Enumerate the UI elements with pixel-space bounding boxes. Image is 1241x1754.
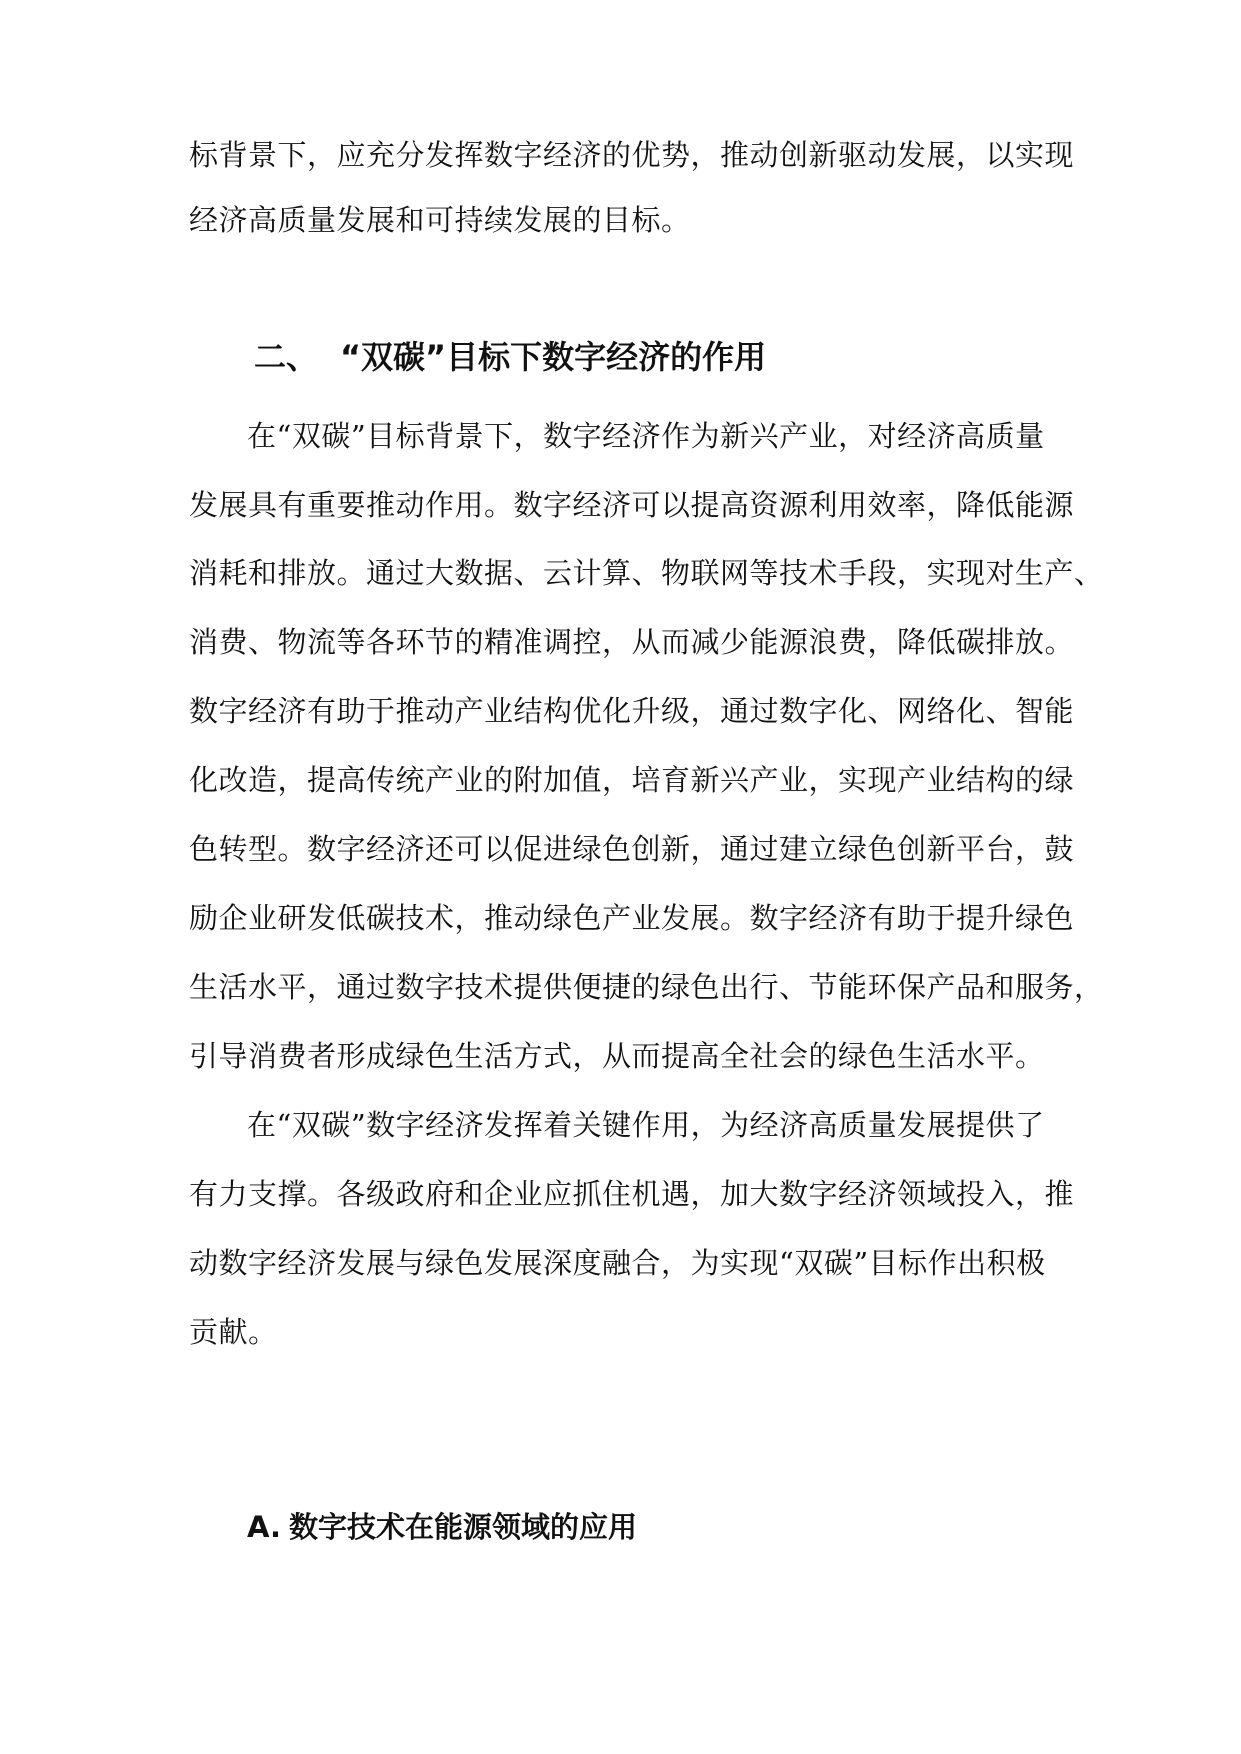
section-title: “双碳”目标下数字经济的作用 bbox=[340, 338, 767, 376]
text-line: 贡献。 bbox=[189, 1315, 278, 1349]
subsection-heading bbox=[247, 1505, 637, 1549]
text-line: 消耗和排放。通过大数据、云计算、物联网等技术手段，实现对生产、 bbox=[189, 556, 1104, 590]
text-line: 经济高质量发展和可持续发展的目标。 bbox=[189, 203, 691, 237]
text-line: 引导消费者形成绿色生活方式，从而提高全社会的绿色生活水平。 bbox=[189, 1039, 1045, 1073]
text-line: 消费、物流等各环节的精准调控，从而减少能源浪费，降低碳排放。 bbox=[189, 625, 1075, 659]
text-line: 数字经济有助于推动产业结构优化升级，通过数字化、网络化、智能 bbox=[189, 694, 1075, 728]
text-line: 色转型。数字经济还可以促进绿色创新，通过建立绿色创新平台，鼓 bbox=[189, 832, 1075, 866]
text-line: 有力支撑。各级政府和企业应抓住机遇，加大数字经济领域投入，推 bbox=[189, 1177, 1075, 1211]
text-line: 生活水平，通过数字技术提供便捷的绿色出行、节能环保产品和服务， bbox=[189, 970, 1104, 1004]
text-line: 在“双碳”数字经济发挥着关键作用，为经济高质量发展提供了 bbox=[247, 1108, 1045, 1142]
text-line: 在“双碳”目标背景下，数字经济作为新兴产业，对经济高质量 bbox=[247, 419, 1045, 453]
text-line: 标背景下，应充分发挥数字经济的优势，推动创新驱动发展，以实现 bbox=[189, 138, 1075, 172]
text-line: 发展具有重要推动作用。数字经济可以提高资源利用效率，降低能源 bbox=[189, 488, 1075, 522]
subsection-title: 数字技术在能源领域的应用 bbox=[289, 1510, 638, 1544]
subsection-number: A. bbox=[247, 1510, 281, 1544]
text-line: 动数字经济发展与绿色发展深度融合，为实现“双碳”目标作出积极 bbox=[189, 1246, 1046, 1280]
section-heading bbox=[254, 335, 766, 379]
section-number: 二、 bbox=[254, 338, 319, 376]
text-line: 化改造，提高传统产业的附加值，培育新兴产业，实现产业结构的绿 bbox=[189, 763, 1075, 797]
text-line: 励企业研发低碳技术，推动绿色产业发展。数字经济有助于提升绿色 bbox=[189, 901, 1075, 935]
